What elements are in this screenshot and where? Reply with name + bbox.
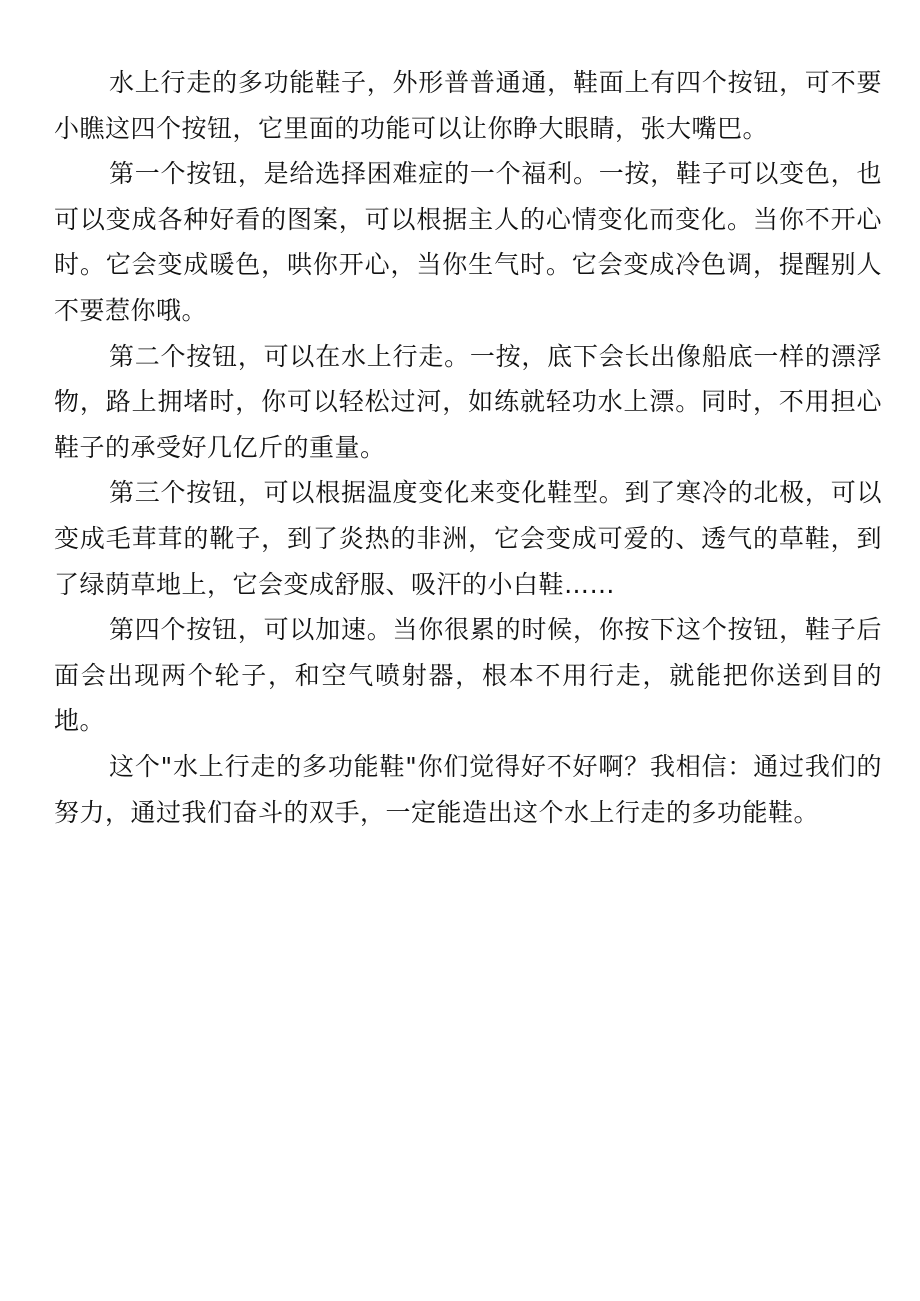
paragraph-intro: 水上行走的多功能鞋子，外形普普通通，鞋面上有四个按钮，可不要小瞧这四个按钮，它里面的功能可以让你睁大眼睛，张大嘴巴。	[54, 68, 882, 143]
paragraph-conclusion: 这个"水上行走的多功能鞋"你们觉得好不好啊？我相信：通过我们的努力，通过我们奋斗的双手，一定能造出这个水上行走的多功能鞋。	[54, 751, 882, 827]
paragraph-button-one: 第一个按钮，是给选择困难症的一个福利。一按，鞋子可以变色，也可以变成各种好看的图案，可以根据主人的心情变化而变化。当你不开心时。它会变成暖色，哄你开心，当你生气时。它会变成冷色调，提醒别人不要惹你哦。	[54, 159, 882, 325]
paragraph-button-four: 第四个按钮，可以加速。当你很累的时候，你按下这个按钮，鞋子后面会出现两个轮子，和空气喷射器，根本不用行走，就能把你送到目的地。	[54, 615, 882, 736]
paragraph-button-three: 第三个按钮，可以根据温度变化来变化鞋型。到了寒冷的北极，可以变成毛茸茸的靴子，到了炎热的非洲，它会变成可爱的、透气的草鞋，到了绿荫草地上，它会变成舒服、吸汗的小白鞋……	[54, 478, 882, 599]
paragraph-button-two: 第二个按钮，可以在水上行走。一按，底下会长出像船底一样的漂浮物，路上拥堵时，你可以轻松过河，如练就轻功水上漂。同时，不用担心鞋子的承受好几亿斤的重量。	[54, 341, 882, 462]
